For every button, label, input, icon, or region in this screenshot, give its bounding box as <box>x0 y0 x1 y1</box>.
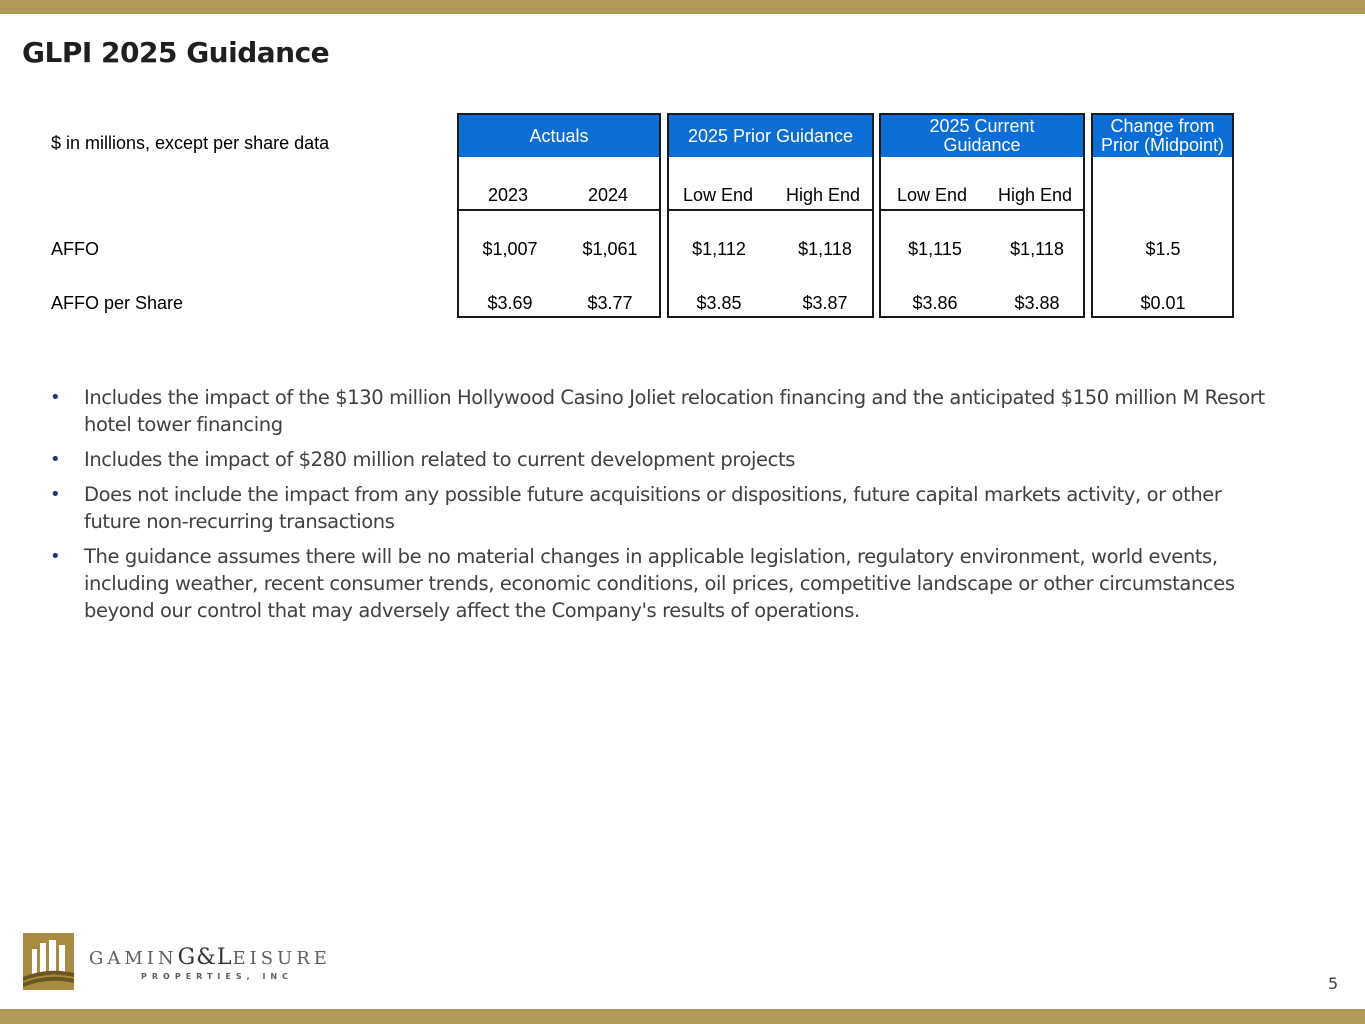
change-header: Change from Prior (Midpoint) <box>1093 115 1232 157</box>
affo-prior-high: $1,118 <box>798 239 852 259</box>
col-header-2024: 2024 <box>587 185 629 205</box>
affo-ps-prior-low: $3.85 <box>696 293 742 313</box>
actuals-divider <box>459 209 659 211</box>
col-header-current-low: Low End <box>896 185 968 205</box>
affo-2023: $1,007 <box>482 239 538 259</box>
affo-ps-2024: $3.77 <box>587 293 633 313</box>
actuals-header: Actuals <box>459 115 659 157</box>
page-title: GLPI 2025 Guidance <box>22 36 330 69</box>
bullet-icon: • <box>50 484 61 505</box>
bullet-item: • Includes the impact of the $130 million Hollywood Casino Joliet relocation financing and the anticipated $150 million M Resort hotel tower financing <box>50 386 1265 436</box>
bullet-item: • Includes the impact of $280 million related to current development projects <box>50 448 795 471</box>
col-header-current-high: High End <box>997 185 1073 205</box>
logo-subtitle: PROPERTIES, INC <box>141 972 293 981</box>
current-guidance-header: 2025 Current Guidance <box>881 115 1083 157</box>
affo-ps-prior-high: $3.87 <box>802 293 848 313</box>
row-label-affo-per-share: AFFO per Share <box>51 293 184 313</box>
prior-guidance-divider <box>669 209 872 211</box>
affo-2024: $1,061 <box>582 239 638 259</box>
top-accent-bar <box>0 0 1365 14</box>
page-number: 5 <box>1328 974 1339 993</box>
logo-wordmark: GAMING&LEISURE <box>89 945 331 970</box>
current-guidance-box <box>879 113 1085 318</box>
units-label: $ in millions, except per share data <box>51 133 330 153</box>
guidance-notes <box>50 384 1280 632</box>
bullet-icon: • <box>50 387 61 408</box>
row-label-affo: AFFO <box>51 239 99 259</box>
col-header-prior-high: High End <box>785 185 861 205</box>
affo-ps-2023: $3.69 <box>487 293 533 313</box>
company-logo <box>23 933 331 991</box>
logo-building-icon <box>23 933 74 990</box>
current-guidance-divider <box>881 209 1083 211</box>
col-header-prior-low: Low End <box>682 185 754 205</box>
bullet-icon: • <box>50 449 61 470</box>
affo-change: $1.5 <box>1145 239 1181 259</box>
affo-current-high: $1,118 <box>1010 239 1064 259</box>
prior-guidance-header: 2025 Prior Guidance <box>669 115 872 157</box>
affo-prior-low: $1,112 <box>692 239 746 259</box>
bullet-item: • The guidance assumes there will be no material changes in applicable legislation, regulatory environment, world events, including weather, recent consumer trends, economic conditions, oil prices, competitive landscape or other circumstances beyond our control that may adversely affect the Company's results of operations. <box>50 545 1235 622</box>
prior-guidance-box <box>667 113 874 318</box>
col-header-2023: 2023 <box>487 185 529 205</box>
logo-building-graphic <box>23 933 74 990</box>
bullet-icon: • <box>50 546 61 567</box>
affo-ps-current-low: $3.86 <box>912 293 958 313</box>
bottom-accent-bar <box>0 1009 1365 1024</box>
actuals-box <box>457 113 661 318</box>
affo-current-low: $1,115 <box>908 239 962 259</box>
affo-ps-current-high: $3.88 <box>1014 293 1060 313</box>
bullet-item: • Does not include the impact from any possible future acquisitions or dispositions, future capital markets activity, or other future non-recurring transactions <box>50 483 1222 533</box>
affo-ps-change: $0.01 <box>1140 293 1186 313</box>
change-box <box>1091 113 1234 318</box>
